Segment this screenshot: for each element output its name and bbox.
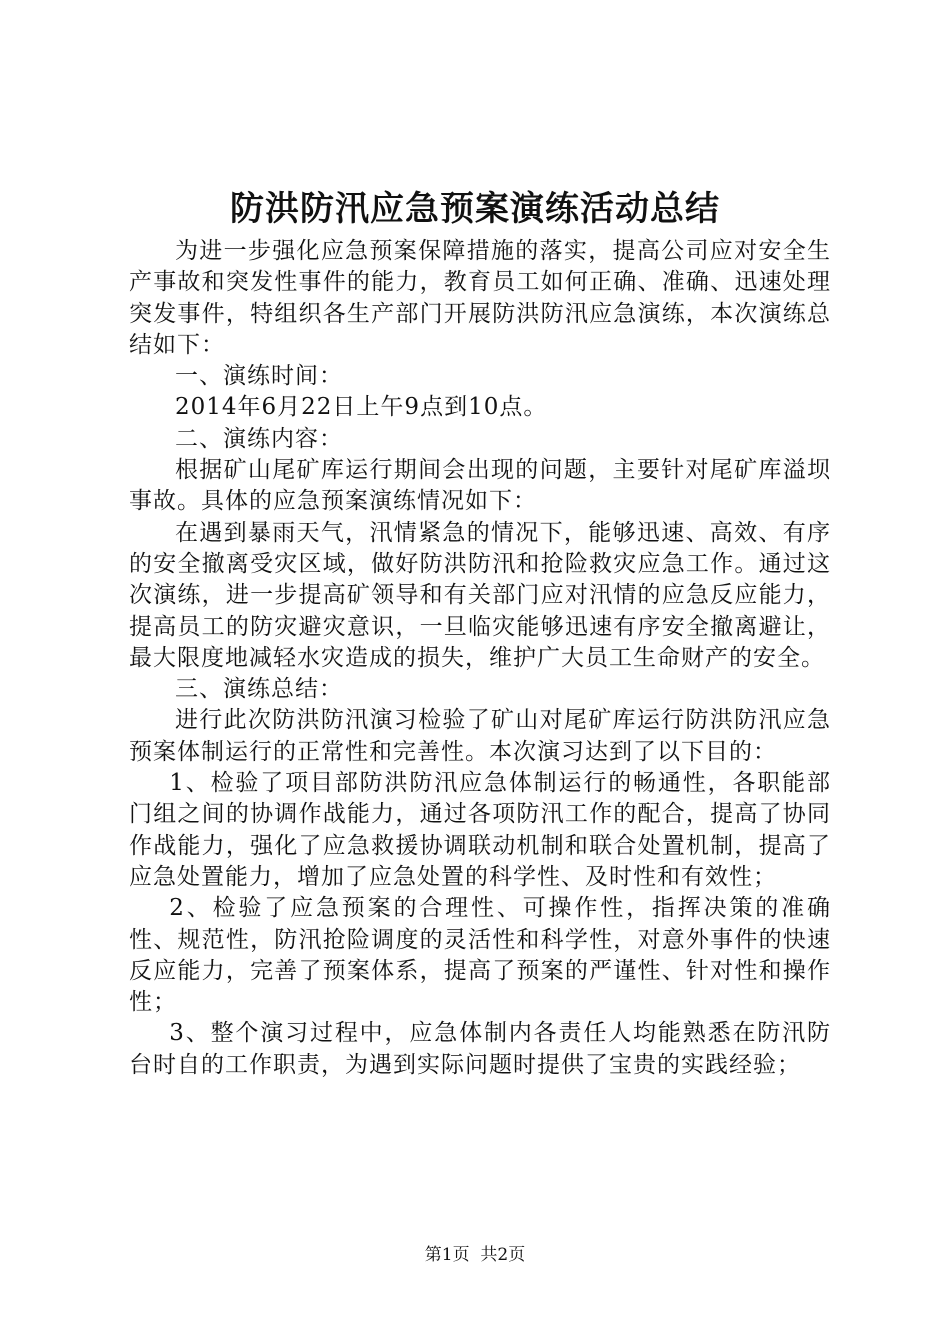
- section-heading-summary: 三、演练总结：: [175, 676, 343, 703]
- page-footer: 第1页 共2页: [424, 1245, 526, 1265]
- summary-item-1: 1、检验了项目部防洪防汛应急体制运行的畅通性，各职能部门组之间的协调作战能力，通过各项防汛工作的配合，提高了协同作战能力，强化了应急救援协调联动机制和联合处置机制，提高了应急处置能力，增加了应急处置的科学性、及时性和有效性；: [129, 770, 831, 890]
- intro-paragraph: 为进一步强化应急预案保障措施的落实，提高公司应对安全生产事故和突发性事件的能力，教育员工如何正确、准确、迅速处理突发事件，特组织各生产部门开展防洪防汛应急演练，本次演练总结如下：: [129, 238, 831, 358]
- summary-paragraph: 进行此次防洪防汛演习检验了矿山对尾矿库运行防洪防汛应急预案体制运行的正常性和完善性。本次演习达到了以下目的：: [129, 707, 831, 765]
- summary-item-3: 3、整个演习过程中，应急体制内各责任人均能熟悉在防汛防台时自的工作职责，为遇到实际问题时提供了宝贵的实践经验；: [129, 1020, 831, 1078]
- section-heading-time: 一、演练时间：: [175, 363, 343, 390]
- summary-item-2: 2、检验了应急预案的合理性、可操作性，指挥决策的准确性、规范性，防汛抢险调度的灵活性和科学性，对意外事件的快速反应能力，完善了预案体系，提高了预案的严谨性、针对性和操作性；: [129, 895, 831, 1016]
- document-body: [129, 236, 831, 1081]
- content-paragraph: 根据矿山尾矿库运行期间会出现的问题，主要针对尾矿库溢坝事故。具体的应急预案演练情况如下：: [129, 457, 831, 515]
- content-detail-paragraph: 在遇到暴雨天气，汛情紧急的情况下，能够迅速、高效、有序的安全撤离受灾区域，做好防洪防汛和抢险救灾应急工作。通过这次演练，进一步提高矿领导和有关部门应对汛情的应急反应能力，提高员工的防灾避灾意识，一旦临灾能够迅速有序安全撤离避让，最大限度地减轻水灾造成的损失，维护广大员工生命财产的安全。: [129, 519, 831, 671]
- document-title: 防洪防汛应急预案演练活动总结: [230, 189, 720, 229]
- section-heading-content: 二、演练内容：: [175, 425, 343, 452]
- time-paragraph: 2014年6月22日上午9点到10点。: [175, 394, 548, 421]
